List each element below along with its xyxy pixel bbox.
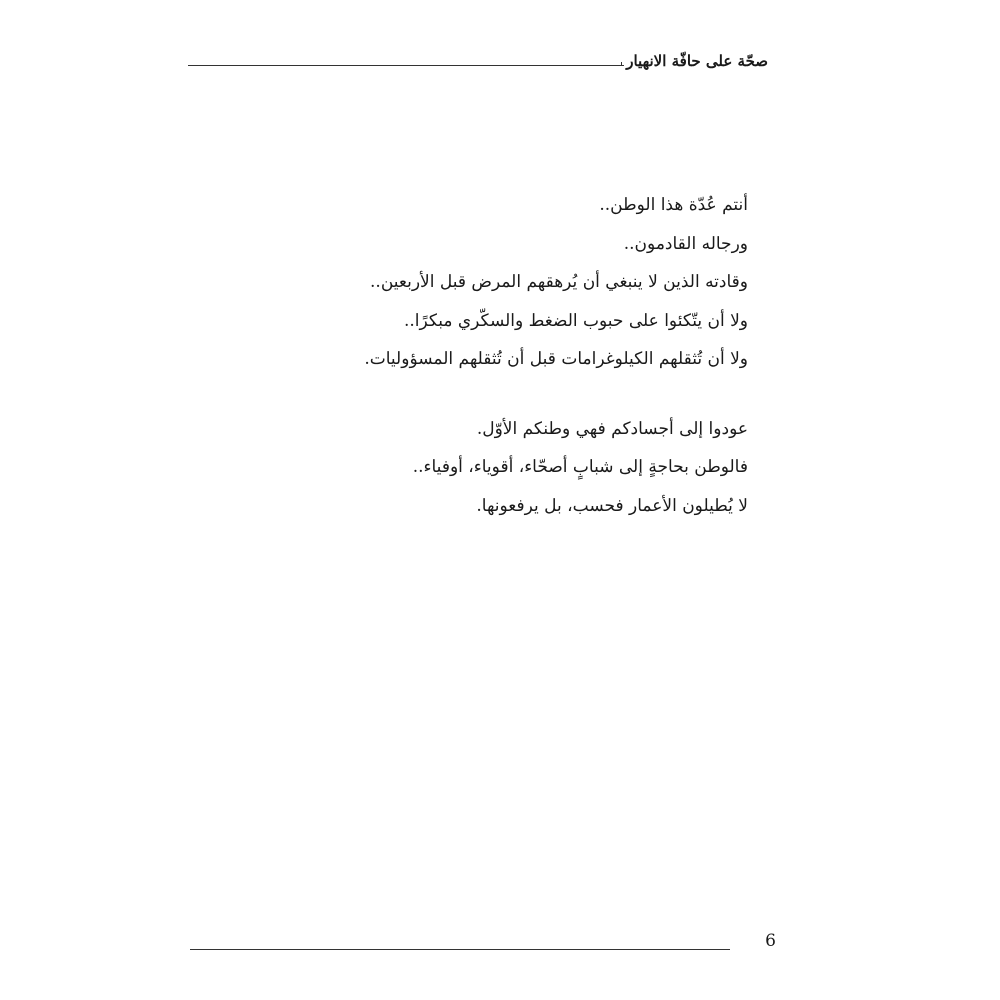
stanza-2 <box>328 410 748 526</box>
text-line: أنتم عُدّة هذا الوطن.. <box>599 195 748 215</box>
header-rule <box>188 65 624 66</box>
footer-rule <box>190 949 730 950</box>
text-line: لا يُطيلون الأعمار فحسب، بل يرفعونها. <box>476 495 748 516</box>
text-line: عودوا إلى أجسادكم فهي وطنكم الأوّل. <box>476 418 748 439</box>
text-line: ولا أن تُثقلهم الكيلوغرامات قبل أن تُثقلهم المسؤوليات. <box>364 349 748 369</box>
page-footer <box>190 928 780 958</box>
header-rule-tick <box>621 62 622 66</box>
text-line: وقادته الذين لا ينبغي أن يُرهقهم المرض قبل الأربعين.. <box>370 272 748 292</box>
running-title: صحّة على حافّة الانهيار <box>626 52 768 70</box>
text-line: فالوطن بحاجةٍ إلى شبابٍ أصحّاء، أقوياء، أوفياء.. <box>412 457 748 477</box>
stanza-1 <box>328 186 748 379</box>
text-line: ولا أن يتّكئوا على حبوب الضغط والسكّري مبكرًا.. <box>403 310 748 331</box>
page-number: 6 <box>765 931 776 951</box>
text-line: ورجاله القادمون.. <box>623 233 748 254</box>
body-text <box>328 186 748 525</box>
running-header <box>188 50 768 74</box>
